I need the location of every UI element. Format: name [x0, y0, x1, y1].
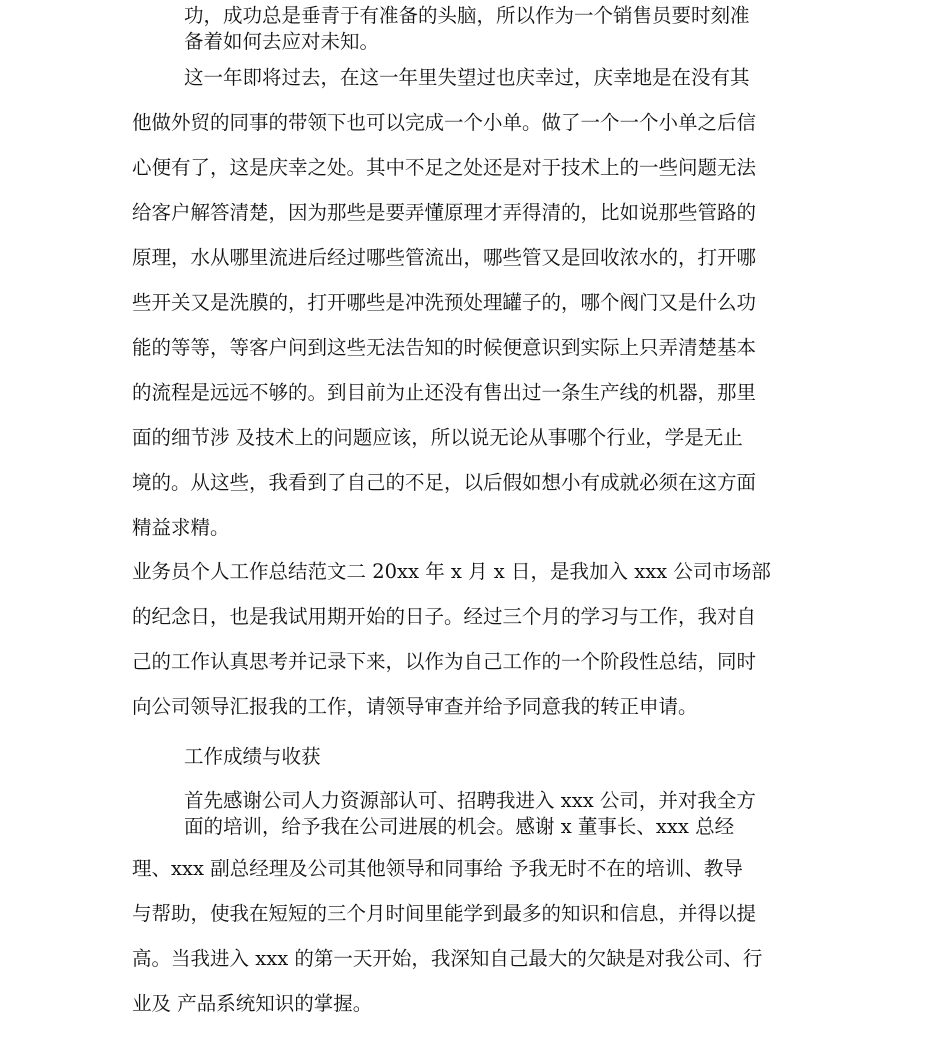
text-line: 面的培训，给予我在公司进展的机会。感谢 x 董事长、xxx 总经: [184, 815, 735, 838]
paragraph-thanks-start: [132, 788, 816, 840]
text-line: 境的。从这些，我看到了自己的不足，以后假如想小有成就必须在这方面: [132, 471, 757, 494]
text-line: 与帮助，使我在短短的三个月时间里能学到最多的知识和信息，并得以提: [132, 902, 757, 925]
paragraph-summary-intro: [132, 549, 816, 729]
text-line: 己的工作认真思考并记录下来，以作为自己工作的一个阶段性总结，同时: [132, 650, 757, 673]
text-line: 原理，水从哪里流进后经过哪些管流出，哪些管又是回收浓水的，打开哪: [132, 246, 757, 269]
text-line: 首先感谢公司人力资源部认可、招聘我进入 xxx 公司，并对我全方: [184, 789, 756, 812]
text-line: 给客户解答清楚，因为那些是要弄懂原理才弄得清的，比如说那些管路的: [132, 201, 757, 224]
text-line: 他做外贸的同事的带领下也可以完成一个小单。做了一个一个小单之后信: [132, 111, 757, 134]
text-line: 备着如何去应对未知。: [184, 30, 380, 53]
text-line: 能的等等，等客户问到这些无法告知的时候便意识到实际上只弄清楚基本: [132, 336, 757, 359]
paragraph-continuation: [132, 3, 816, 55]
text-line: 的纪念日，也是我试用期开始的日子。经过三个月的学习与工作，我对自: [132, 605, 757, 628]
text-line: 理、xxx 副总经理及公司其他领导和同事给 予我无时不在的培训、教导: [132, 857, 743, 880]
text-line: 心便有了，这是庆幸之处。其中不足之处还是对于技术上的一些问题无法: [132, 156, 757, 179]
text-line: 业务员个人工作总结范文二 20xx 年 x 月 x 日，是我加入 xxx 公司市场部: [132, 560, 771, 583]
heading-text: 工作成绩与收获: [184, 745, 321, 768]
paragraph-reflection: [132, 55, 816, 550]
text-line: 些开关又是洗膜的，打开哪些是冲洗预处理罐子的，哪个阀门又是什么功: [132, 291, 757, 314]
text-line: 面的细节涉 及技术上的问题应该，所以说无论从事哪个行业，学是无止: [132, 426, 743, 449]
text-line: 业及 产品系统知识的掌握。: [132, 992, 373, 1015]
text-line: 功，成功总是垂青于有准备的头脑，所以作为一个销售员要时刻准: [184, 4, 750, 27]
text-line: 的流程是远远不够的。到目前为止还没有售出过一条生产线的机器，那里: [132, 381, 757, 404]
section-heading: [132, 740, 816, 774]
paragraph-thanks-continued: [132, 846, 816, 1026]
text-line: 精益求精。: [132, 516, 230, 539]
text-line: 向公司领导汇报我的工作，请领导审查并给予同意我的转正申请。: [132, 695, 698, 718]
text-line: 这一年即将过去，在这一年里失望过也庆幸过，庆幸地是在没有其: [184, 66, 750, 89]
text-line: 高。当我进入 xxx 的第一天开始，我深知自己最大的欠缺是对我公司、行: [132, 947, 763, 970]
